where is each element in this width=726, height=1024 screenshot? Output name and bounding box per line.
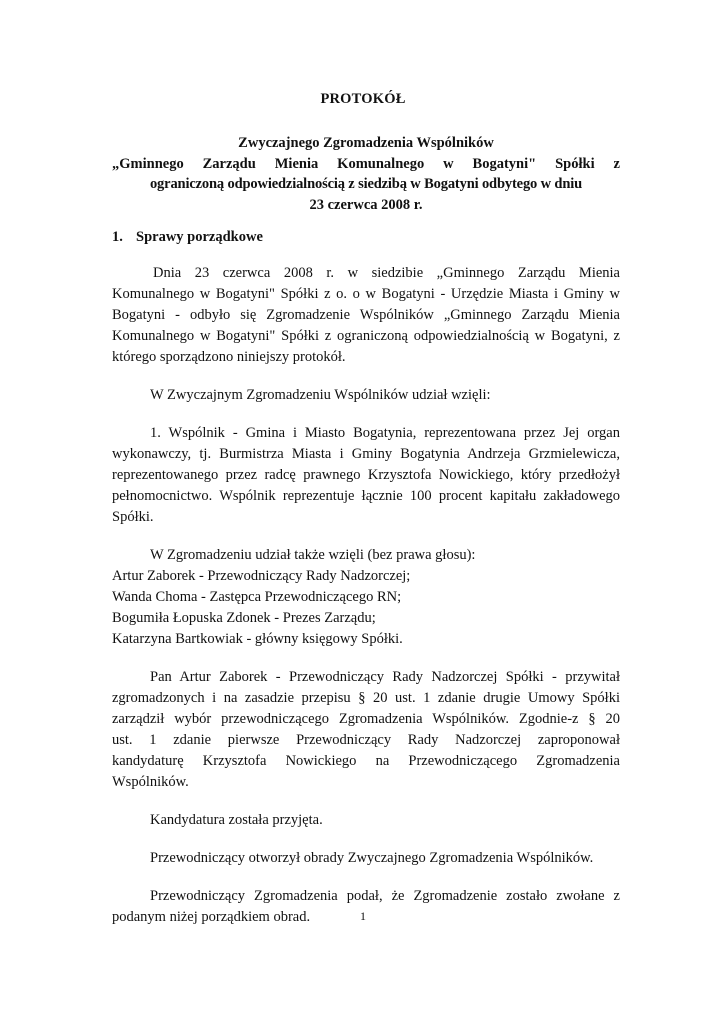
attendee-item: Wanda Choma - Zastępca Przewodniczącego RN; [112,589,402,605]
paragraph-line: podanym niżej porządkiem obrad. [112,909,311,925]
paragraph-line: ust. 1 zdanie pierwsze Przewodniczący Rady Nadzorczej zaproponował [112,732,620,748]
document-heading [112,133,620,215]
paragraph-line: Bogatyni - odbyło się Zgromadzenie Wspólników „Gminnego Zarządu Mienia [112,307,620,323]
paragraph-attendees [112,545,620,650]
paragraph-chair-election [112,667,620,793]
section-heading [112,229,263,246]
paragraph-shareholder [112,423,620,528]
paragraph-line: zgromadzonych i na zasadzie przepisu § 20 ust. 1 zdanie drugie Umowy Spółki [112,690,620,706]
paragraph-candidacy: Kandydatura została przyjęta. [150,812,323,828]
heading-line: ograniczoną odpowiedzialnością z siedzibą w Bogatyni odbytego w dniu [149,176,583,192]
page-number: 1 [360,909,366,923]
paragraph-line: kandydaturę Krzysztofa Nowickiego na Przewodniczącego Zgromadzenia [112,753,620,769]
attendee-item: Katarzyna Bartkowiak - główny księgowy Spółki. [112,631,403,647]
paragraph-line: Przewodniczący Zgromadzenia podał, że Zgromadzenie zostało zwołane z [150,888,620,904]
attendees-intro: W Zgromadzeniu udział także wzięli (bez prawa głosu): [150,547,476,563]
heading-line: „Gminnego Zarządu Mienia Komunalnego w Bogatyni" Spółki z [112,155,620,172]
paragraph-line: reprezentowanego przez radcę prawnego Krzysztofa Nowickiego, który przedłożył [112,467,620,483]
attendee-item: Bogumiła Łopuska Zdonek - Prezes Zarządu; [112,610,376,626]
paragraph-participants: W Zwyczajnym Zgromadzeniu Wspólników udział wzięli: [150,387,491,403]
paragraph-line: 1. Wspólnik - Gmina i Miasto Bogatynia, reprezentowana przez Jej organ [150,425,620,441]
paragraph-line: którego sporządzono niniejszy protokół. [112,349,346,365]
document-title: PROTOKÓŁ [320,91,406,107]
paragraph-line: Dnia 23 czerwca 2008 r. w siedzibie „Gminnego Zarządu Mienia [153,265,620,281]
heading-line: 23 czerwca 2008 r. [309,196,423,213]
paragraph-line: Spółki. [112,509,154,525]
section-number: 1. [112,229,123,245]
paragraph-line: zarządził wybór przewodniczącego Zgromadzenia Wspólników. Zgodnie-z § 20 [112,711,620,727]
paragraph-intro [112,263,620,368]
paragraph-line: wykonawczy, tj. Burmistrza Miasta i Gminy Bogatynia Andrzeja Grzmielewicza, [112,446,620,462]
paragraph-line: Wspólników. [112,774,189,790]
heading-line: Zwyczajnego Zgromadzenia Wspólników [238,135,494,151]
paragraph-line: Komunalnego w Bogatyni" Spółki z ograniczoną odpowiedzialnością w Bogatyni, z [112,328,620,344]
paragraph-opening: Przewodniczący otworzył obrady Zwyczajnego Zgromadzenia Wspólników. [150,850,594,866]
document-body [112,263,620,945]
paragraph-line: Komunalnego w Bogatyni" Spółki z o. o w Bogatyni - Urzędzie Miasta i Gminy w [112,286,620,302]
section-title: Sprawy porządkowe [136,229,263,245]
paragraph-line: pełnomocnictwo. Wspólnik reprezentuje łącznie 100 procent kapitału zakładowego [112,488,620,504]
paragraph-line: Pan Artur Zaborek - Przewodniczący Rady Nadzorczej Spółki - przywitał [150,669,620,685]
attendee-item: Artur Zaborek - Przewodniczący Rady Nadzorczej; [112,568,411,584]
